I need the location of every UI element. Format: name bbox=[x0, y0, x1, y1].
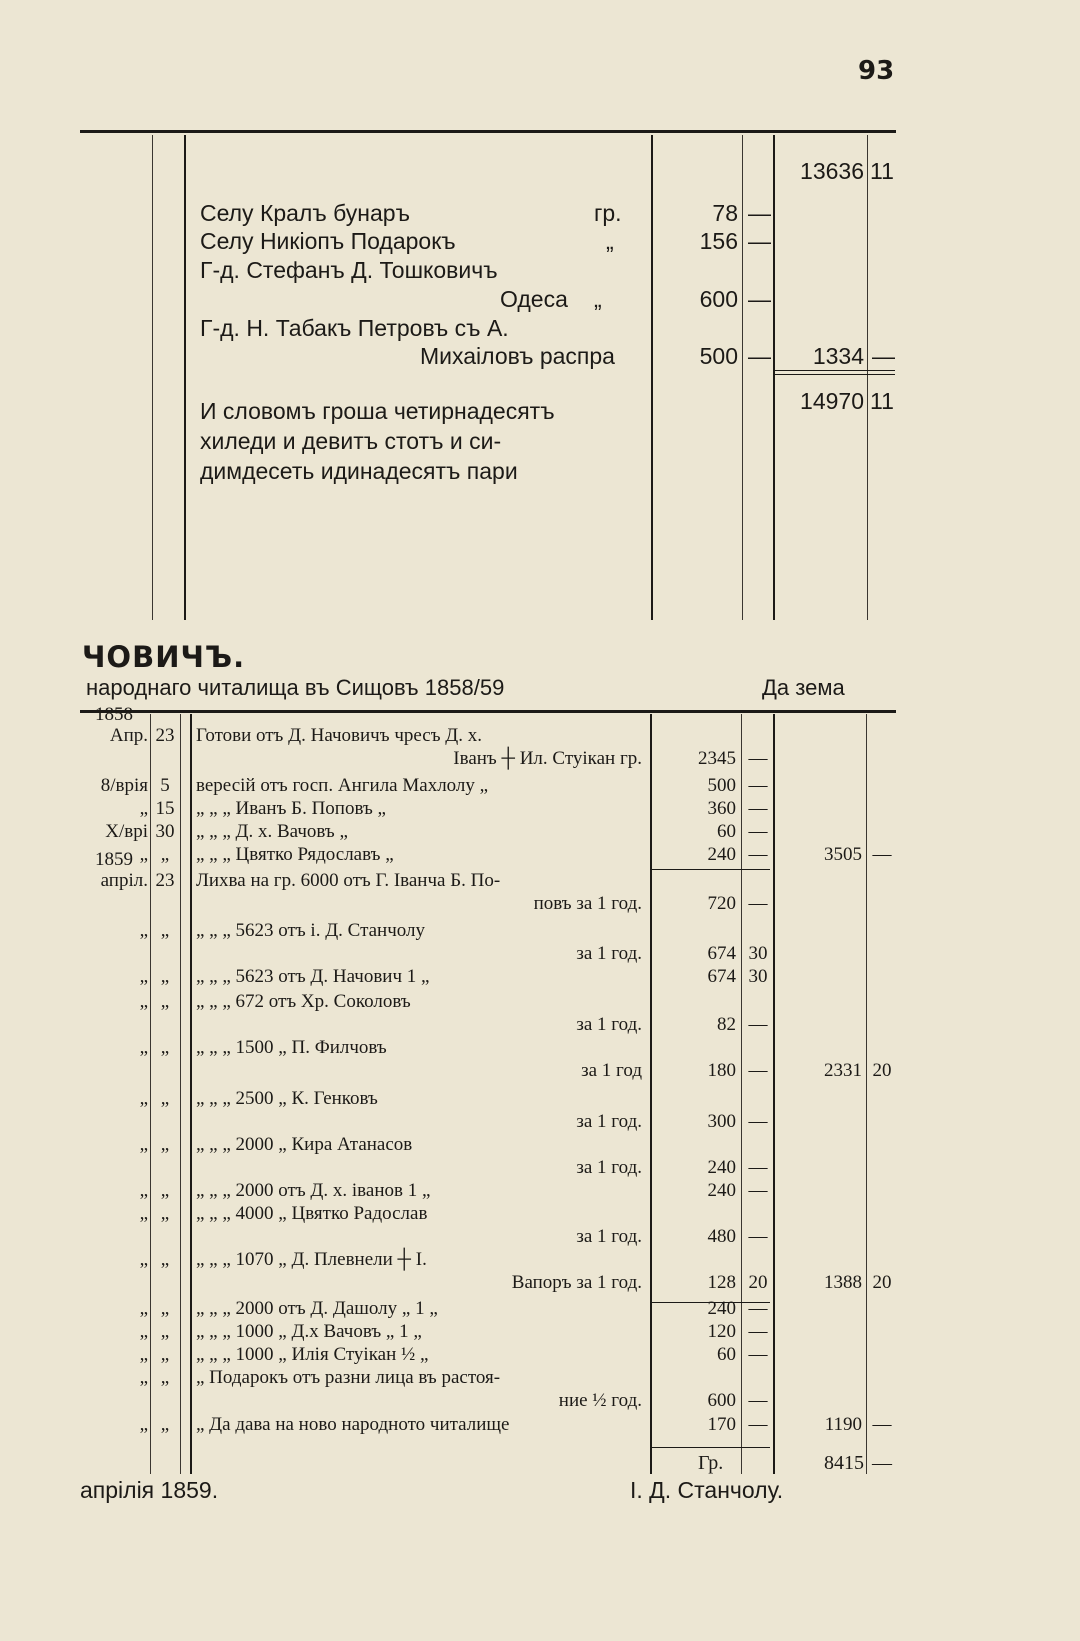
ledger-amount: 128 bbox=[707, 1272, 736, 1293]
ledger-frac: — bbox=[748, 1390, 768, 1411]
ledger-sum-rule bbox=[652, 1447, 770, 1448]
ledger-month: „ bbox=[139, 1180, 148, 1201]
ledger-text: Лихва на гр. 6000 отъ Г. Іванча Б. По- bbox=[196, 870, 501, 891]
ledger-text: за 1 год. bbox=[576, 1157, 642, 1178]
ledger-frac: — bbox=[748, 798, 768, 819]
ledger-amount: 300 bbox=[707, 1111, 736, 1132]
ledger-amount: 60 bbox=[717, 821, 736, 842]
ledger-text: повъ за 1 год. bbox=[533, 893, 642, 914]
ledger-day: 5 bbox=[160, 775, 170, 796]
ledger-text: „ „ „ 672 отъ Хр. Соколовъ bbox=[196, 991, 411, 1012]
ledger-subtotal: 1190 bbox=[824, 1414, 862, 1435]
ledger-text: Іванъ ┼ Ил. Стуікан гр. bbox=[453, 748, 642, 769]
ledger-day: „ bbox=[160, 1414, 170, 1435]
entry-name: Г-д. Стефанъ Д. Тошковичъ bbox=[200, 257, 498, 283]
ledger-frac: — bbox=[748, 821, 768, 842]
ledger-day: „ bbox=[160, 1203, 170, 1224]
ledger-frac: — bbox=[748, 844, 768, 865]
carry-amount: 13636 bbox=[800, 158, 864, 184]
top-col-rule bbox=[184, 135, 186, 620]
amount-in-words: И словомъ гроша четирнадесятъ bbox=[200, 398, 555, 424]
ledger-text: „ Подарокъ отъ разни лица въ растоя- bbox=[196, 1367, 501, 1388]
ledger-frac: — bbox=[748, 1157, 768, 1178]
ledger-text: „ „ „ 4000 „ Цвятко Радослав bbox=[196, 1203, 428, 1224]
ledger-day: „ bbox=[160, 1344, 170, 1365]
ledger-day: „ bbox=[160, 1249, 170, 1270]
ledger-text: „ „ „ 1000 „ Илія Стуікан ½ „ bbox=[196, 1344, 429, 1365]
ledger-text: „ „ „ Д. х. Вачовъ „ bbox=[196, 821, 348, 842]
ledger-frac: — bbox=[748, 1344, 768, 1365]
ledger-month: „ bbox=[139, 1249, 148, 1270]
entry-frac: — bbox=[748, 343, 771, 369]
ledger-frac: 30 bbox=[748, 966, 768, 987]
ledger-amount: 360 bbox=[707, 798, 736, 819]
ledger-frac: — bbox=[748, 1298, 768, 1319]
ledger-amount: 600 bbox=[707, 1390, 736, 1411]
ledger-text: „ „ „ 5623 отъ і. Д. Станчолу bbox=[196, 920, 426, 941]
top-col-rule bbox=[152, 135, 153, 620]
ledger-text: за 1 год. bbox=[576, 1111, 642, 1132]
carry-frac: 11 bbox=[870, 158, 894, 184]
footer-signature: І. Д. Станчолу. bbox=[630, 1477, 784, 1503]
ledger-month: „ bbox=[139, 798, 148, 819]
ledger-frac: — bbox=[748, 775, 768, 796]
ledger-col-rule bbox=[773, 714, 775, 1474]
ledger-amount: 720 bbox=[707, 893, 736, 914]
ledger-day: „ bbox=[160, 1180, 170, 1201]
ledger-col-rule bbox=[866, 714, 867, 1474]
entry-name: Михаіловъ распра bbox=[420, 343, 615, 369]
entry-amount: 156 bbox=[699, 228, 738, 254]
ledger-col-rule bbox=[190, 714, 192, 1474]
ledger-subtotal: 2331 bbox=[824, 1060, 862, 1081]
ledger-amount: 60 bbox=[717, 1344, 736, 1365]
ledger-day: „ bbox=[160, 920, 170, 941]
ledger-day: „ bbox=[160, 844, 170, 865]
ledger-text: „ „ „ Цвятко Рядославъ „ bbox=[196, 844, 394, 865]
ledger-text: „ „ „ 1000 „ Д.х Вачовъ „ 1 „ bbox=[196, 1321, 422, 1342]
entry-unit: гр. bbox=[594, 200, 622, 226]
ledger-frac: — bbox=[748, 1414, 768, 1435]
top-col-rule bbox=[867, 135, 868, 620]
ledger-sum-rule bbox=[652, 869, 770, 870]
ledger-day: 23 bbox=[155, 725, 175, 746]
ledger-subtotal-frac: 20 bbox=[872, 1272, 892, 1293]
ledger-frac: — bbox=[748, 1180, 768, 1201]
ledger-month: „ bbox=[139, 966, 148, 987]
amount-in-words: хиледи и девитъ стотъ и си- bbox=[200, 428, 502, 454]
ledger-amount: 170 bbox=[707, 1414, 736, 1435]
ledger-text: „ „ „ 2000 отъ Д. х. іванов 1 „ bbox=[196, 1180, 431, 1201]
ledger-month: „ bbox=[139, 1037, 148, 1058]
ledger-subtotal: 3505 bbox=[824, 844, 862, 865]
ledger-day: 23 bbox=[155, 870, 175, 891]
ledger-amount: 240 bbox=[707, 844, 736, 865]
ledger-text: „ „ „ Иванъ Б. Поповъ „ bbox=[196, 798, 386, 819]
ledger-month: 8/врія bbox=[100, 775, 148, 796]
ledger-text: „ „ „ 1070 „ Д. Плевнели ┼ І. bbox=[196, 1249, 427, 1270]
ledger-month: „ bbox=[139, 844, 148, 865]
ledger-frac: — bbox=[748, 1226, 768, 1247]
entry-frac: — bbox=[748, 286, 771, 312]
grand-total-label: Гр. bbox=[698, 1452, 724, 1474]
ledger-month: „ bbox=[139, 1203, 148, 1224]
ledger-day: 15 bbox=[155, 798, 175, 819]
ledger-amount: 240 bbox=[707, 1157, 736, 1178]
entry-frac: — bbox=[748, 200, 771, 226]
ledger-month: „ bbox=[139, 920, 148, 941]
ledger-subtotal-frac: — bbox=[872, 844, 892, 865]
ledger-amount: 82 bbox=[717, 1014, 736, 1035]
grand-total-frac: — bbox=[872, 1452, 892, 1474]
ledger-text: Готови отъ Д. Начовичъ чресъ Д. х. bbox=[196, 725, 482, 746]
entry-amount: 78 bbox=[712, 200, 738, 226]
ledger-frac: — bbox=[748, 1060, 768, 1081]
ledger-day: „ bbox=[160, 1088, 170, 1109]
page-number: 93 bbox=[858, 56, 895, 86]
ledger-top-rule bbox=[80, 710, 896, 713]
ledger-amount: 674 bbox=[707, 966, 736, 987]
entry-name: Одеса bbox=[500, 286, 568, 312]
ledger-col-rule bbox=[741, 714, 742, 1474]
footer-date: апрілія 1859. bbox=[80, 1477, 219, 1503]
ledger-amount: 2345 bbox=[698, 748, 736, 769]
ledger-month: „ bbox=[139, 1088, 148, 1109]
ledger-day: „ bbox=[160, 1321, 170, 1342]
ledger-day: „ bbox=[160, 1367, 170, 1388]
ledger-text: вересій отъ госп. Ангила Махлолу „ bbox=[196, 775, 489, 796]
ledger-text: за 1 год bbox=[581, 1060, 642, 1081]
section-heading: ЧОВИЧЪ. bbox=[82, 640, 246, 674]
ledger-month: „ bbox=[139, 991, 148, 1012]
ledger-month: „ bbox=[139, 1321, 148, 1342]
ledger-day: „ bbox=[160, 1298, 170, 1319]
ledger-frac: 30 bbox=[748, 943, 768, 964]
ledger-amount: 120 bbox=[707, 1321, 736, 1342]
ledger-subtotal: 1388 bbox=[824, 1272, 862, 1293]
ledger-day: „ bbox=[160, 966, 170, 987]
ledger-text: „ „ „ 5623 отъ Д. Начович 1 „ bbox=[196, 966, 430, 987]
ledger-text: „ „ „ 2500 „ К. Генковъ bbox=[196, 1088, 378, 1109]
ledger-col-rule bbox=[180, 714, 181, 1474]
ledger-month: Апр. bbox=[109, 725, 148, 746]
ledger-text: за 1 год. bbox=[576, 943, 642, 964]
entry-name: Селу Никіопъ Подарокъ bbox=[200, 228, 456, 254]
ledger-month: „ bbox=[139, 1344, 148, 1365]
top-rule bbox=[80, 130, 896, 133]
entry-frac: — bbox=[748, 228, 771, 254]
entry-name: Селу Кралъ бунаръ bbox=[200, 200, 410, 226]
ledger-col-rule bbox=[650, 714, 652, 1474]
ledger-amount: 674 bbox=[707, 943, 736, 964]
ledger-month: „ bbox=[139, 1414, 148, 1435]
total-frac: 11 bbox=[870, 388, 894, 414]
ledger-year: 1858 bbox=[95, 704, 133, 725]
ledger-month: „ bbox=[139, 1367, 148, 1388]
ledger-subtotal-frac: 20 bbox=[872, 1060, 892, 1081]
ledger-frac: — bbox=[748, 893, 768, 914]
ledger-amount: 240 bbox=[707, 1298, 736, 1319]
ledger-text: „ „ „ 2000 „ Кира Атанасов bbox=[196, 1134, 413, 1155]
entry-unit: „ bbox=[594, 286, 602, 312]
ledger-day: „ bbox=[160, 991, 170, 1012]
subtotal-frac: — bbox=[872, 343, 895, 369]
ledger-frac: — bbox=[748, 748, 768, 769]
grand-total-amount: 8415 bbox=[824, 1452, 864, 1474]
ledger-frac: — bbox=[748, 1111, 768, 1132]
ledger-text: „ „ „ 2000 отъ Д. Дашолу „ 1 „ bbox=[196, 1298, 438, 1319]
ledger-subtotal-frac: — bbox=[872, 1414, 892, 1435]
entry-amount: 600 bbox=[699, 286, 738, 312]
ledger-text: ние ½ год. bbox=[558, 1390, 642, 1411]
total-amount: 14970 bbox=[800, 388, 864, 414]
ledger-text: за 1 год. bbox=[576, 1226, 642, 1247]
ledger-amount: 500 bbox=[707, 775, 736, 796]
entry-name: Г-д. Н. Табакъ Петровъ съ А. bbox=[200, 315, 509, 341]
ledger-frac: — bbox=[748, 1321, 768, 1342]
ledger-amount: 480 bbox=[707, 1226, 736, 1247]
amount-in-words: димдесеть идинадесятъ пари bbox=[200, 458, 518, 484]
ledger-frac: 20 bbox=[748, 1272, 768, 1293]
subtotal-amount: 1334 bbox=[812, 343, 864, 369]
ledger-day: „ bbox=[160, 1134, 170, 1155]
ledger-text: за 1 год. bbox=[576, 1014, 642, 1035]
ledger-frac: — bbox=[748, 1014, 768, 1035]
ledger-text: Вапоръ за 1 год. bbox=[511, 1272, 642, 1293]
section-subheading: народнаго читалища въ Сищовъ 1858/59 bbox=[86, 675, 505, 700]
entry-amount: 500 bbox=[699, 343, 738, 369]
ledger-year: 1859 bbox=[95, 849, 133, 870]
top-col-rule bbox=[773, 135, 775, 620]
subtotal-rule bbox=[775, 370, 895, 371]
ledger-month: Х/врі bbox=[105, 821, 148, 842]
ledger-month: „ bbox=[139, 1298, 148, 1319]
top-col-rule bbox=[651, 135, 653, 620]
subtotal-rule bbox=[775, 374, 895, 375]
ledger-month: апріл. bbox=[100, 870, 148, 891]
ledger-amount: 240 bbox=[707, 1180, 736, 1201]
entry-unit: „ bbox=[606, 228, 614, 254]
column-heading: Да зема bbox=[762, 675, 845, 700]
ledger-day: „ bbox=[160, 1037, 170, 1058]
ledger-month: „ bbox=[139, 1134, 148, 1155]
top-col-rule bbox=[742, 135, 743, 620]
ledger-text: „ Да дава на ново народното читалище bbox=[196, 1414, 510, 1435]
ledger-amount: 180 bbox=[707, 1060, 736, 1081]
ledger-day: 30 bbox=[155, 821, 175, 842]
ledger-text: „ „ „ 1500 „ П. Филчовъ bbox=[196, 1037, 387, 1058]
